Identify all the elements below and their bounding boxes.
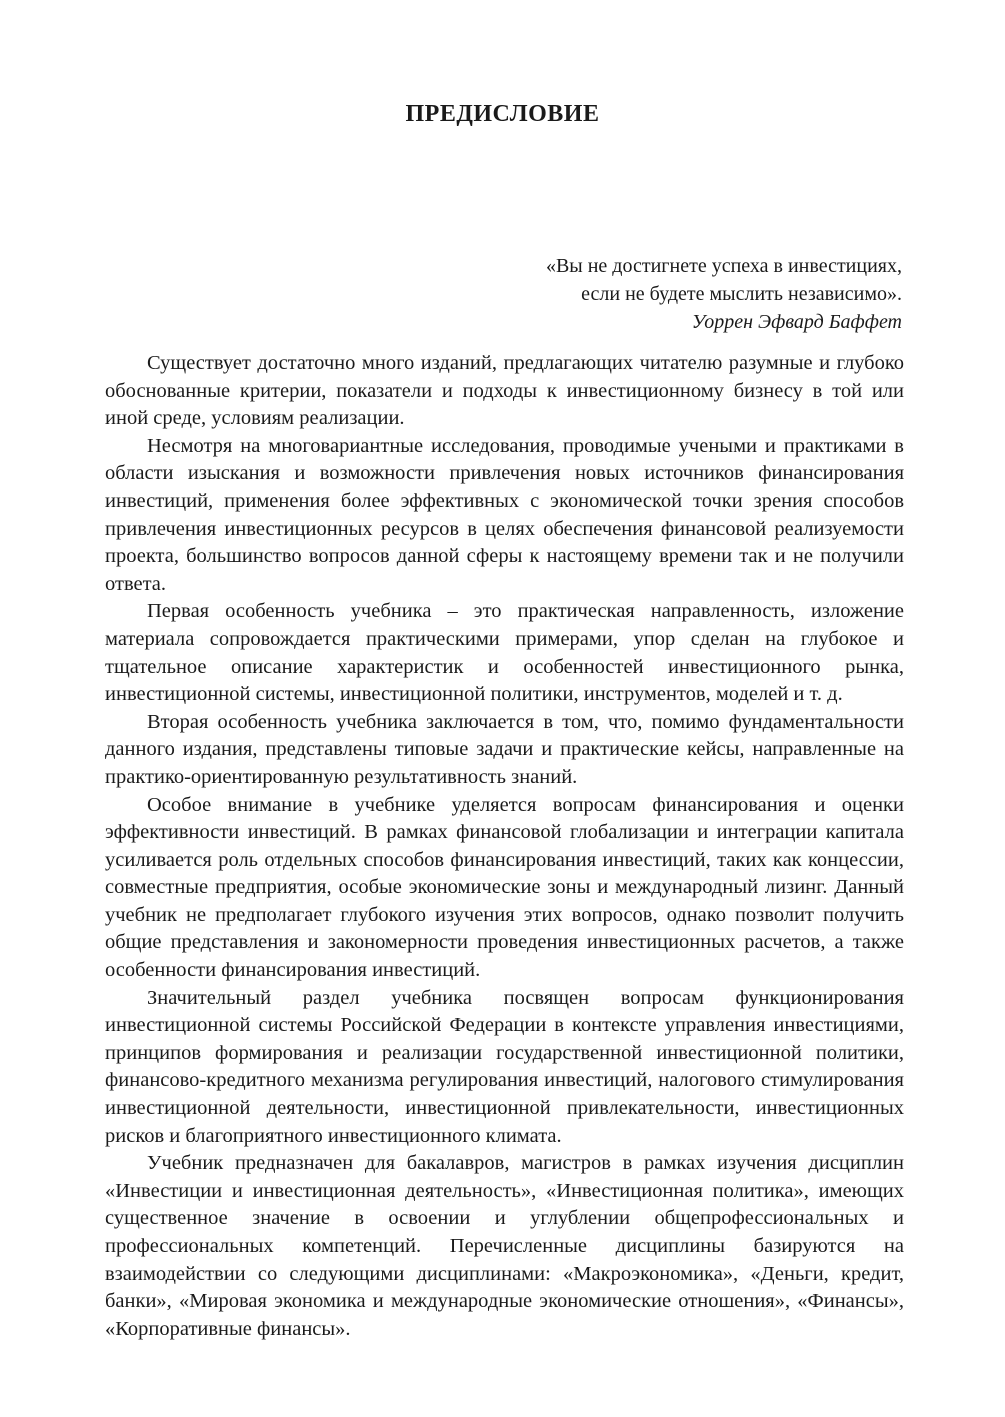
epigraph-quote-line-2: если не будете мыслить независимо».: [581, 283, 902, 305]
body-text: [105, 350, 904, 1343]
paragraph-7: Учебник предназначен для бакалавров, магистров в рамках изучения дисциплин «Инвестиции и инвестиционная деятельность», «Инвестиционная политика», имеющих существенное значение в освоении и углублении общепрофессиональных и профессиональных компетенций. Перечисленные дисциплины базируются на взаимодействии со следующими дисциплинами: «Макроэкономика», «Деньги, кредит, банки», «Мировая экономика и международные экономические отношения», «Финансы», «Корпоративные финансы».: [105, 1152, 904, 1340]
epigraph-author: Уоррен Эфвард Баффет: [691, 311, 902, 333]
paragraph-1: Существует достаточно много изданий, предлагающих читателю разумные и глубоко обоснованные критерии, показатели и подходы к инвестиционному бизнесу в той или иной среде, условиям реализации.: [105, 352, 904, 430]
paragraph-6: Значительный раздел учебника посвящен вопросам функционирования инвестиционной системы Российской Федерации в контексте управления инвестициями, принципов формирования и реализации государственной инвестиционной политики, финансово-кредитного механизма регулирования инвестиций, налогового стимулирования инвестиционной деятельности, инвестиционной привлекательности, инвестиционных рисков и благоприятного инвестиционного климата.: [105, 986, 904, 1147]
paragraph-3: Первая особенность учебника – это практическая направленность, изложение материала сопровождается практическими примерами, упор сделан на глубокое и тщательное описание характеристик и особенностей инвестиционного рынка, инвестиционной системы, инвестиционной политики, инструментов, моделей и т. д.: [105, 600, 904, 706]
paragraph-2: Несмотря на многовариантные исследования, проводимые учеными и практиками в области изыскания и возможности привлечения новых источников финансирования инвестиций, применения более эффективных с экономической точки зрения способов привлечения инвестиционных ресурсов в целях обеспечения финансовой реализуемости проекта, большинство вопросов данной сферы к настоящему времени так и не получили ответа.: [105, 434, 904, 595]
page-title: ПРЕДИСЛОВИЕ: [405, 101, 600, 127]
paragraph-5: Особое внимание в учебнике уделяется вопросам финансирования и оценки эффективности инвестиций. В рамках финансовой глобализации и интеграции капитала усиливается роль отдельных способов финансирования инвестиций, таких как концессии, совместные предприятия, особые экономические зоны и международный лизинг. Данный учебник не предполагает глубокого изучения этих вопросов, однако позволит получить общие представления и закономерности проведения инвестиционных расчетов, а также особенности финансирования инвестиций.: [105, 793, 904, 982]
paragraph-4: Вторая особенность учебника заключается в том, что, помимо фундаментальности данного издания, представлены типовые задачи и практические кейсы, направленные на практико-ориентированную результативность знаний.: [105, 710, 904, 788]
epigraph: [546, 252, 902, 336]
epigraph-quote-line-1: «Вы не достигнете успеха в инвестициях,: [545, 255, 902, 277]
